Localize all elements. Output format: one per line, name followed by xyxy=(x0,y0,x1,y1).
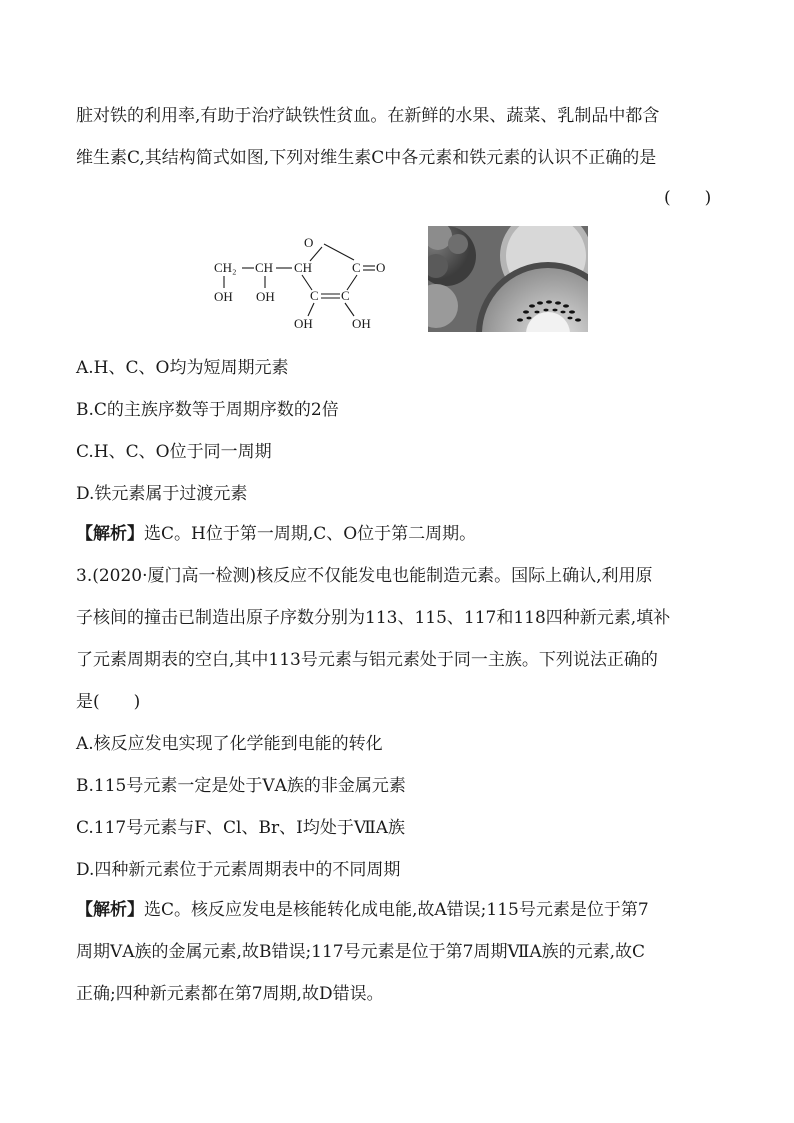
fruit-vegetable-photo xyxy=(428,226,588,332)
vitamin-c-structure xyxy=(204,230,404,336)
bond-c-oh-right xyxy=(345,303,354,316)
ch-label-1: CH xyxy=(255,260,274,275)
oh-label-1: OH xyxy=(214,289,233,304)
q2-analysis-text: 选C。H位于第一周期,C、O位于第二周期。 xyxy=(144,524,477,544)
q2-option-b: B.C的主族序数等于周期序数的2倍 xyxy=(76,400,339,420)
carbonyl-oxygen-label: O xyxy=(376,260,386,275)
q2-analysis-tag: 【解析】 xyxy=(76,524,144,544)
q2-answer-blank: ( ) xyxy=(664,188,712,208)
bond-c-oh-left xyxy=(308,303,314,316)
oh-label-2: OH xyxy=(256,289,275,304)
q3-option-c: C.117号元素与F、Cl、Br、I均处于ⅦA族 xyxy=(76,818,406,838)
q3-analysis-tag: 【解析】 xyxy=(76,900,144,920)
q3-analysis-text-1: 选C。核反应发电是核能转化成电能,故A错误;115号元素是位于第7 xyxy=(144,900,649,920)
q2-stem-line-2: 维生素C,其结构简式如图,下列对维生素C中各元素和铁元素的认识不正确的是 xyxy=(76,148,657,168)
carbonyl-carbon-label: C xyxy=(352,260,361,275)
q2-option-a: A.H、C、O均为短周期元素 xyxy=(76,358,289,378)
q3-option-a: A.核反应发电实现了化学能到电能的转化 xyxy=(76,734,383,754)
q3-stem-line-2: 子核间的撞击已制造出原子序数分别为113、115、117和118四种新元素,填补 xyxy=(76,608,671,628)
q2-stem-line-1: 脏对铁的利用率,有助于治疗缺铁性贫血。在新鲜的水果、蔬菜、乳制品中都含 xyxy=(76,106,660,126)
ring-oxygen-label: O xyxy=(304,235,314,250)
q3-option-d: D.四种新元素位于元素周期表中的不同周期 xyxy=(76,860,401,880)
q3-stem-line-4: 是( ) xyxy=(76,692,141,712)
c-right-label: C xyxy=(341,288,350,303)
bond-o-c xyxy=(324,244,354,260)
ch-label-2: CH xyxy=(294,260,313,275)
q3-analysis-line-3: 正确;四种新元素都在第7周期,故D错误。 xyxy=(76,984,384,1004)
q3-analysis-line-2: 周期ⅤA族的金属元素,故B错误;117号元素是位于第7周期ⅦA族的元素,故C xyxy=(76,942,646,962)
q2-option-d: D.铁元素属于过渡元素 xyxy=(76,484,248,504)
q3-analysis-line-1 xyxy=(76,898,726,922)
q3-option-b: B.115号元素一定是处于ⅤA族的非金属元素 xyxy=(76,776,406,796)
oh-label-4: OH xyxy=(352,316,371,331)
c-left-label: C xyxy=(310,288,319,303)
q2-analysis xyxy=(76,522,726,546)
q3-stem-line-3: 了元素周期表的空白,其中113号元素与铝元素处于同一主族。下列说法正确的 xyxy=(76,650,658,670)
oh-label-3: OH xyxy=(294,316,313,331)
ch2-label: CH₂ xyxy=(214,260,237,275)
q3-stem-line-1: 3.(2020·厦门高一检测)核反应不仅能发电也能制造元素。国际上确认,利用原 xyxy=(76,566,653,586)
q2-option-c: C.H、C、O位于同一周期 xyxy=(76,442,272,462)
